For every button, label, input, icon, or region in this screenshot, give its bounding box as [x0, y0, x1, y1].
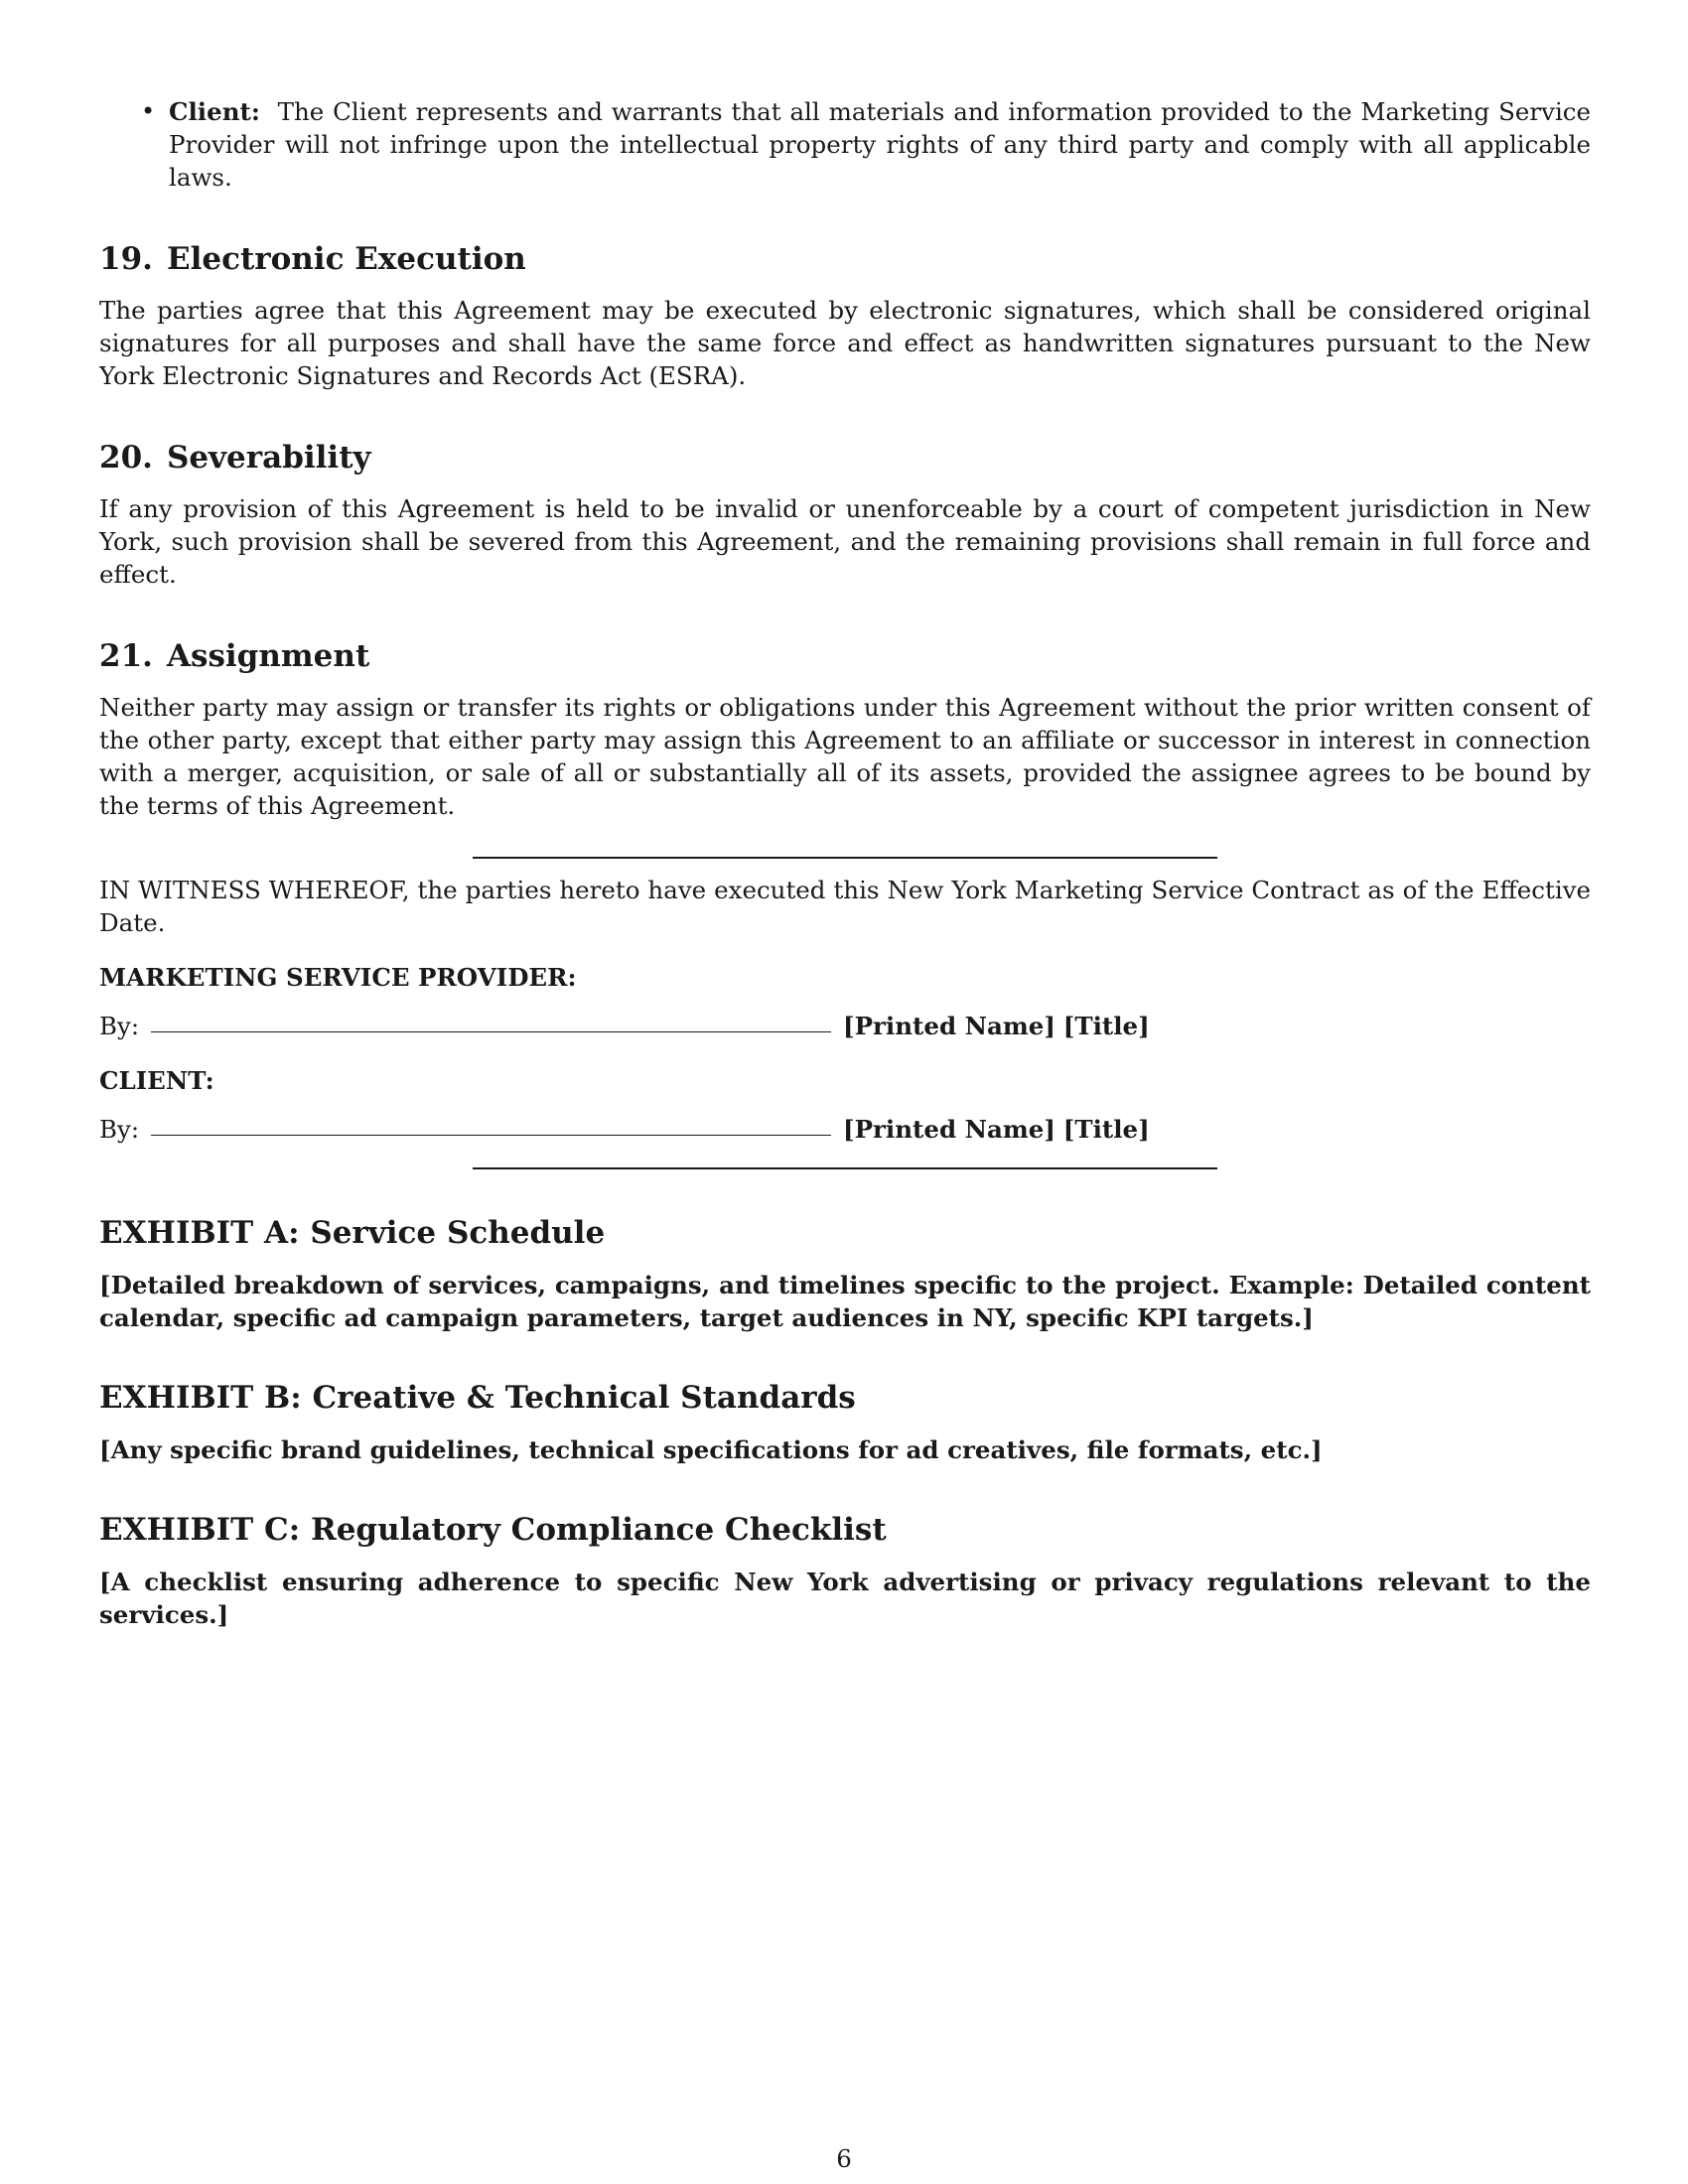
exhibit-body: [Detailed breakdown of services, campaigns, and timelines specific to the project. Example: Detailed content calendar, specific ad campaign parameters, target audiences in NY, specific KPI targets.]	[99, 1271, 1591, 1332]
signature-by-label: By:	[99, 1115, 140, 1144]
bullet-text: The Client represents and warrants that all materials and information provided to the Marketing Service Provider will not infringe upon the intellectual property rights of any third party and comply with all applicable laws.	[169, 97, 1592, 192]
document-page	[99, 95, 1591, 1631]
section-title: Assignment	[166, 638, 370, 674]
section-heading	[99, 438, 1591, 478]
page-number: 6	[836, 2144, 852, 2173]
witness-clause: IN WITNESS WHEREOF, the parties hereto have executed this New York Marketing Service Contract as of the Effective Date.	[99, 876, 1591, 937]
exhibit-body: [A checklist ensuring adherence to specific New York advertising or privacy regulations relevant to the services.]	[99, 1568, 1591, 1629]
section-heading	[99, 636, 1591, 676]
exhibit-heading: EXHIBIT B: Creative & Technical Standards	[99, 1380, 856, 1416]
section-number: 21.	[99, 638, 153, 674]
title-placeholder: [Title]	[1062, 1012, 1150, 1040]
section-body: Neither party may assign or transfer its rights or obligations under this Agreement without the prior written consent of the other party, except that either party may assign this Agreement to an affiliate or successor in interest in connection with a merger, acquisition, or sale of all or substantially all of its assets, provided the assignee agrees to be bound by the terms of this Agreement.	[99, 693, 1591, 820]
signature-blank	[151, 1111, 831, 1136]
section-number: 19.	[99, 241, 153, 277]
horizontal-divider	[473, 857, 1217, 859]
signature-blank	[151, 1008, 831, 1032]
printed-name-placeholder: [Printed Name]	[843, 1115, 1055, 1144]
section-body: If any provision of this Agreement is held to be invalid or unenforceable by a court of competent jurisdiction in New York, such provision shall be severed from this Agreement, and the remaining provisions shall remain in full force and effect.	[99, 494, 1591, 589]
exhibit-heading: EXHIBIT C: Regulatory Compliance Checklist	[99, 1512, 887, 1548]
section-heading	[99, 239, 1591, 279]
bullet-label: Client:	[169, 97, 260, 126]
bullet-icon: •	[141, 97, 156, 125]
horizontal-divider	[473, 1167, 1217, 1169]
title-placeholder: [Title]	[1062, 1115, 1150, 1144]
signature-line	[99, 1010, 1591, 1042]
section-title: Severability	[166, 440, 371, 476]
section-number: 20.	[99, 440, 153, 476]
printed-name-placeholder: [Printed Name]	[843, 1012, 1055, 1040]
exhibit-heading: EXHIBIT A: Service Schedule	[99, 1215, 606, 1251]
section-body: The parties agree that this Agreement may be executed by electronic signatures, which shall be considered original signatures for all purposes and shall have the same force and effect as handwritten signatures pursuant to the New York Electronic Signatures and Records Act (ESRA).	[99, 296, 1591, 390]
signature-by-label: By:	[99, 1012, 140, 1040]
signature-party-label: MARKETING SERVICE PROVIDER:	[99, 963, 577, 992]
signature-line	[99, 1113, 1591, 1146]
exhibit-body: [Any specific brand guidelines, technical specifications for ad creatives, file formats, etc.]	[99, 1435, 1323, 1464]
signature-party-label: CLIENT:	[99, 1066, 214, 1095]
list-item	[99, 95, 1591, 194]
section-title: Electronic Execution	[166, 241, 526, 277]
